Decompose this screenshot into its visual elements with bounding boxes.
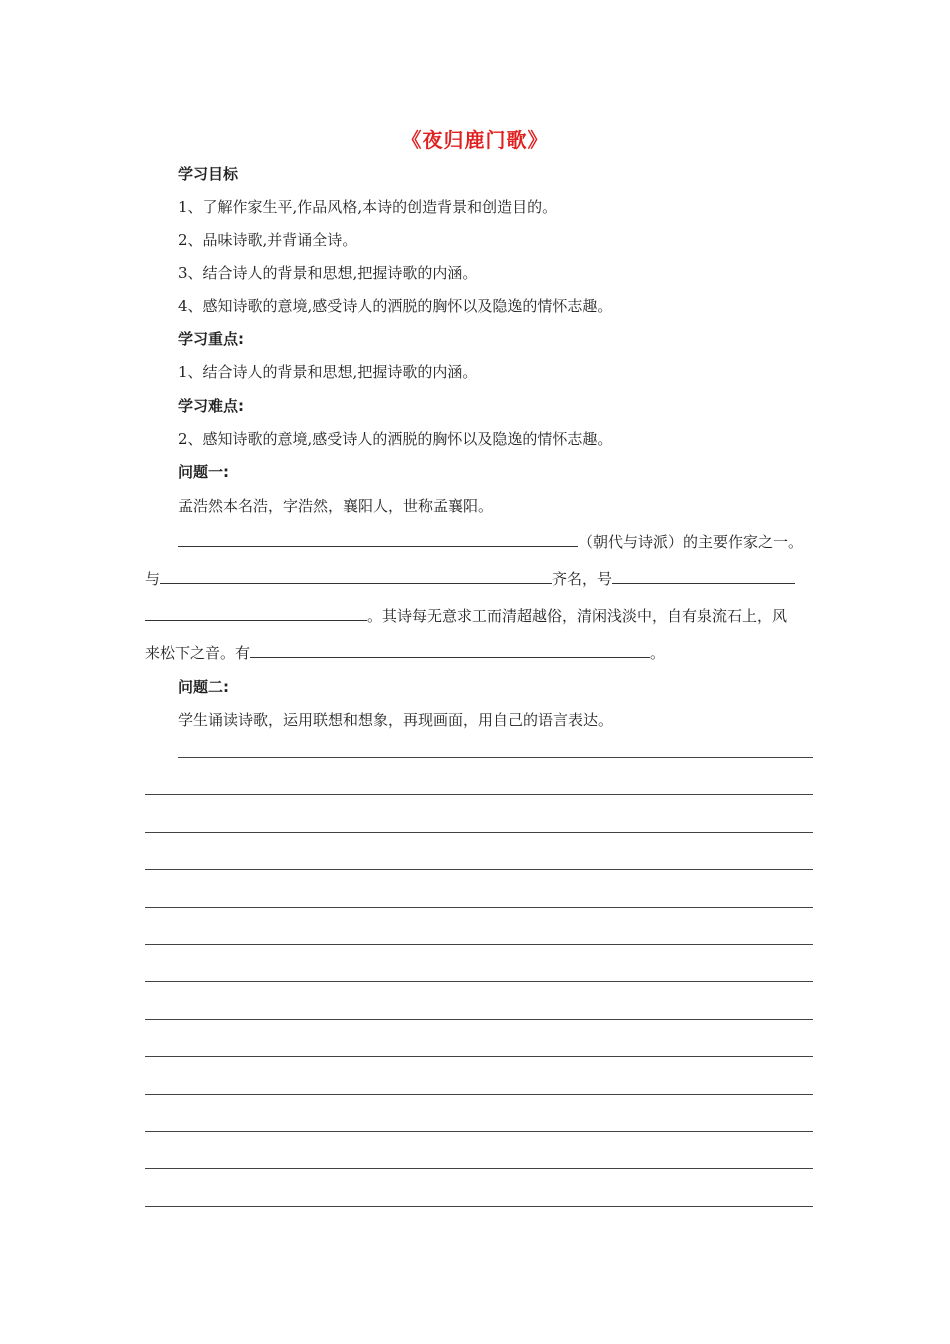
answer-line[interactable] bbox=[145, 794, 813, 795]
answer-line[interactable] bbox=[145, 907, 813, 908]
line3-suffix: 。其诗每无意求工而清超越俗，清闲浅淡中，自有泉流石上，风 bbox=[367, 607, 788, 625]
page-title: 《夜归鹿门歌》 bbox=[401, 128, 549, 152]
line4-suffix: 。 bbox=[650, 644, 666, 662]
difficult-point-item: 2、感知诗歌的意境,感受诗人的洒脱的胸怀以及隐逸的情怀志趣。 bbox=[178, 430, 613, 448]
answer-line[interactable] bbox=[145, 944, 813, 945]
question1-intro: 孟浩然本名浩，字浩然，襄阳人，世称孟襄阳。 bbox=[178, 497, 494, 515]
line4-prefix: 来松下之音。有 bbox=[145, 644, 251, 662]
question1-line4 bbox=[145, 641, 665, 663]
objective-item: 4、感知诗歌的意境,感受诗人的洒脱的胸怀以及隐逸的情怀志趣。 bbox=[178, 297, 613, 315]
answer-line[interactable] bbox=[145, 832, 813, 833]
line2-prefix: 与 bbox=[145, 570, 161, 588]
answer-line[interactable] bbox=[145, 869, 813, 870]
objectives-heading: 学习目标 bbox=[178, 165, 239, 183]
answer-line[interactable] bbox=[145, 1206, 813, 1207]
difficult-points-heading: 学习难点: bbox=[178, 397, 244, 415]
question2-heading: 问题二: bbox=[178, 678, 229, 696]
answer-line[interactable] bbox=[145, 981, 813, 982]
objective-item: 2、品味诗歌,并背诵全诗。 bbox=[178, 231, 358, 249]
answer-line[interactable] bbox=[145, 1131, 813, 1132]
fill-blank-alias-cont[interactable] bbox=[145, 604, 367, 621]
fill-blank-works[interactable] bbox=[250, 641, 650, 658]
objective-item: 1、了解作家生平,作品风格,本诗的创造背景和创造目的。 bbox=[178, 198, 558, 216]
question2-prompt: 学生诵读诗歌，运用联想和想象，再现画面，用自己的语言表达。 bbox=[178, 711, 614, 729]
answer-line[interactable] bbox=[145, 1094, 813, 1095]
question1-heading: 问题一: bbox=[178, 463, 229, 481]
objective-item: 3、结合诗人的背景和思想,把握诗歌的内涵。 bbox=[178, 264, 478, 282]
question1-line1 bbox=[178, 530, 803, 552]
question1-line3 bbox=[145, 604, 787, 626]
key-point-item: 1、结合诗人的背景和思想,把握诗歌的内涵。 bbox=[178, 363, 478, 381]
question1-line2 bbox=[145, 567, 795, 589]
answer-line[interactable] bbox=[145, 1168, 813, 1169]
fill-blank-dynasty[interactable] bbox=[178, 530, 578, 547]
answer-line[interactable] bbox=[145, 1056, 813, 1057]
line2-middle: 齐名，号 bbox=[552, 570, 613, 588]
answer-line[interactable] bbox=[145, 1019, 813, 1020]
fill-blank-alias[interactable] bbox=[612, 567, 795, 584]
line1-suffix: （朝代与诗派）的主要作家之一。 bbox=[578, 533, 804, 551]
answer-line[interactable] bbox=[178, 757, 813, 758]
key-points-heading: 学习重点: bbox=[178, 330, 244, 348]
fill-blank-peer[interactable] bbox=[160, 567, 552, 584]
